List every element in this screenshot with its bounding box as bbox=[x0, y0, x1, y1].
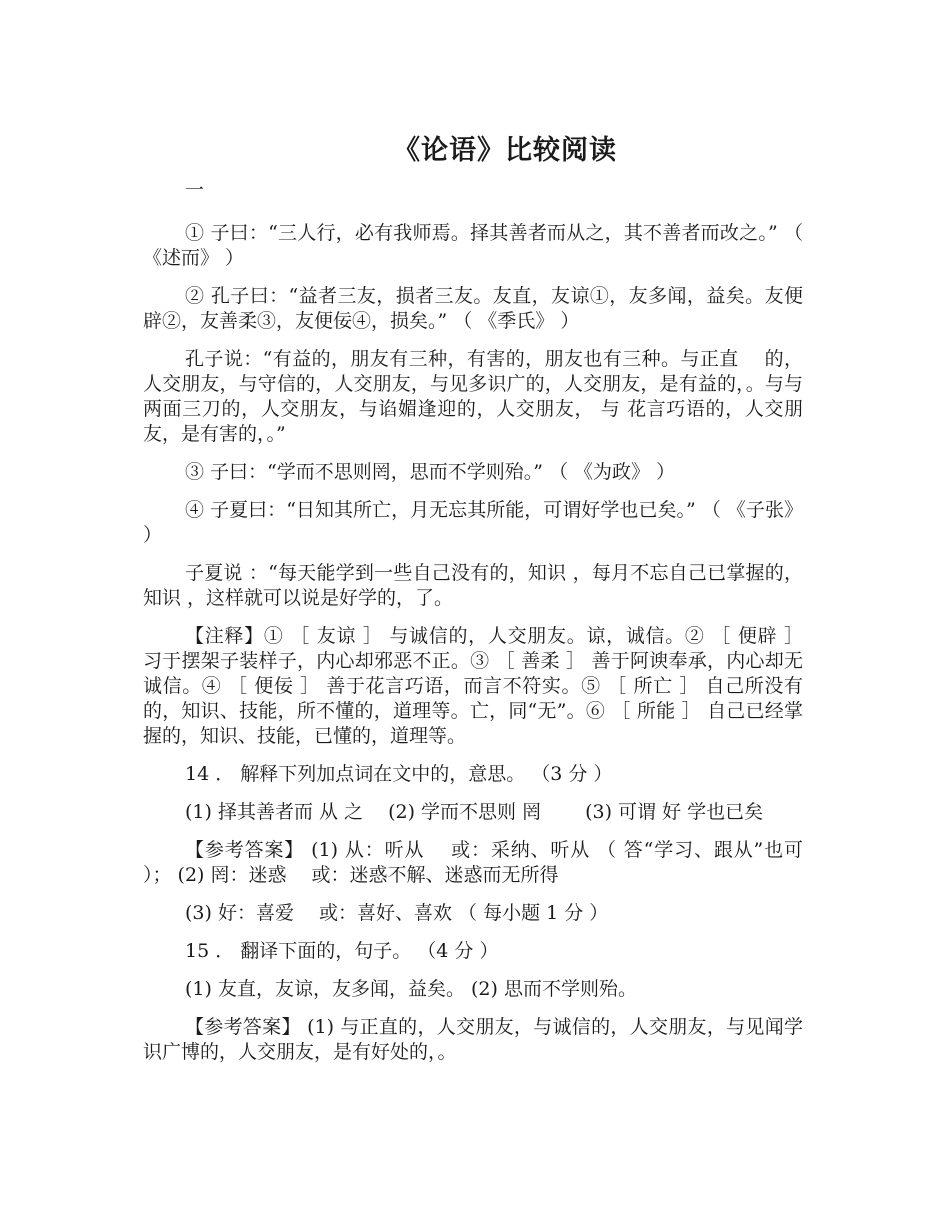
document-title: 《论语》比较阅读 bbox=[393, 135, 617, 166]
answer-15: 【参考答案】 (1) 与正直的，人交朋友，与诚信的，人交朋友，与见闻学识广博的，人交朋友，是有好处的，。 bbox=[143, 1016, 803, 1063]
question-15-items: (1) 友直，友谅，友多闻，益矣。 (2) 思而不学则殆。 bbox=[185, 978, 637, 1000]
quote-2: ② 孔子曰：“益者三友，损者三友。友直，友谅①，友多闻，益矣。友便辟②，友善柔③，友便佞④，损矣。” （ 《季氏》 ） bbox=[143, 285, 803, 332]
answer-14-cont: (3) 好：喜爱 或：喜好、喜欢 （ 每小题 1 分 ） bbox=[185, 902, 609, 924]
translation-4: 子夏说 ：“每天能学到一些自己没有的，知识 ，每月不忘自己已掌握的，知识 ，这样就可以说是好学的，了。 bbox=[143, 562, 803, 609]
document-body bbox=[143, 178, 803, 1078]
quote-1: ① 子曰：“三人行，必有我师焉。择其善者而从之，其不善者而改之。” （ 《述而》 ） bbox=[143, 222, 803, 269]
question-14-items: (1) 择其善者而 从 之 (2) 学而不思则 罔 (3) 可谓 好 学也已矣 bbox=[185, 801, 764, 823]
quote-4: ④ 子夏曰：“日知其所亡，月无忘其所能，可谓好学也已矣。” （ 《子张》 ） bbox=[143, 499, 803, 546]
question-14: 14 ． 解释下列加点词在文中的，意思。 （3 分 ） bbox=[185, 763, 613, 785]
annotation: 【注释】① ［ 友谅 ］ 与诚信的，人交朋友。谅，诚信。② ［ 便辟 ］ 习于摆架子装样子，内心却邪恶不正。③ ［ 善柔 ］ 善于阿谀奉承，内心却无诚信。④ ［ 便佞 ］ 善于花言巧语，而言不符实。⑤ ［ 所亡 ］ 自己所没有的，知识、技能，所不懂的，道理等。亡，同“无”。⑥ ［ 所能 ］ 自己已经掌握的，知识、技能，已懂的，道理等。 bbox=[143, 625, 803, 747]
answer-14: 【参考答案】 (1) 从：听从 或：采纳、听从 （ 答“学习、跟从”也可 ）； (2) 罔：迷惑 或：迷惑不解、迷惑而无所得 bbox=[143, 839, 803, 886]
section-number: 一 bbox=[185, 179, 205, 201]
translation-2: 孔子说：“有益的，朋友有三种，有害的，朋友也有三种。与正直 的，人交朋友，与守信的，人交朋友，与见多识广的，人交朋友，是有益的，。与与两面三刀的，人交朋友，与谄媚逢迎的，人交朋友， 与 花言巧语的，人交朋友，是有害的，。” bbox=[143, 348, 803, 445]
question-15: 15 ． 翻译下面的，句子。 （4 分 ） bbox=[185, 940, 499, 962]
quote-3: ③ 子曰：“学而不思则罔，思而不学则殆。” （ 《为政》 ） bbox=[185, 461, 676, 483]
